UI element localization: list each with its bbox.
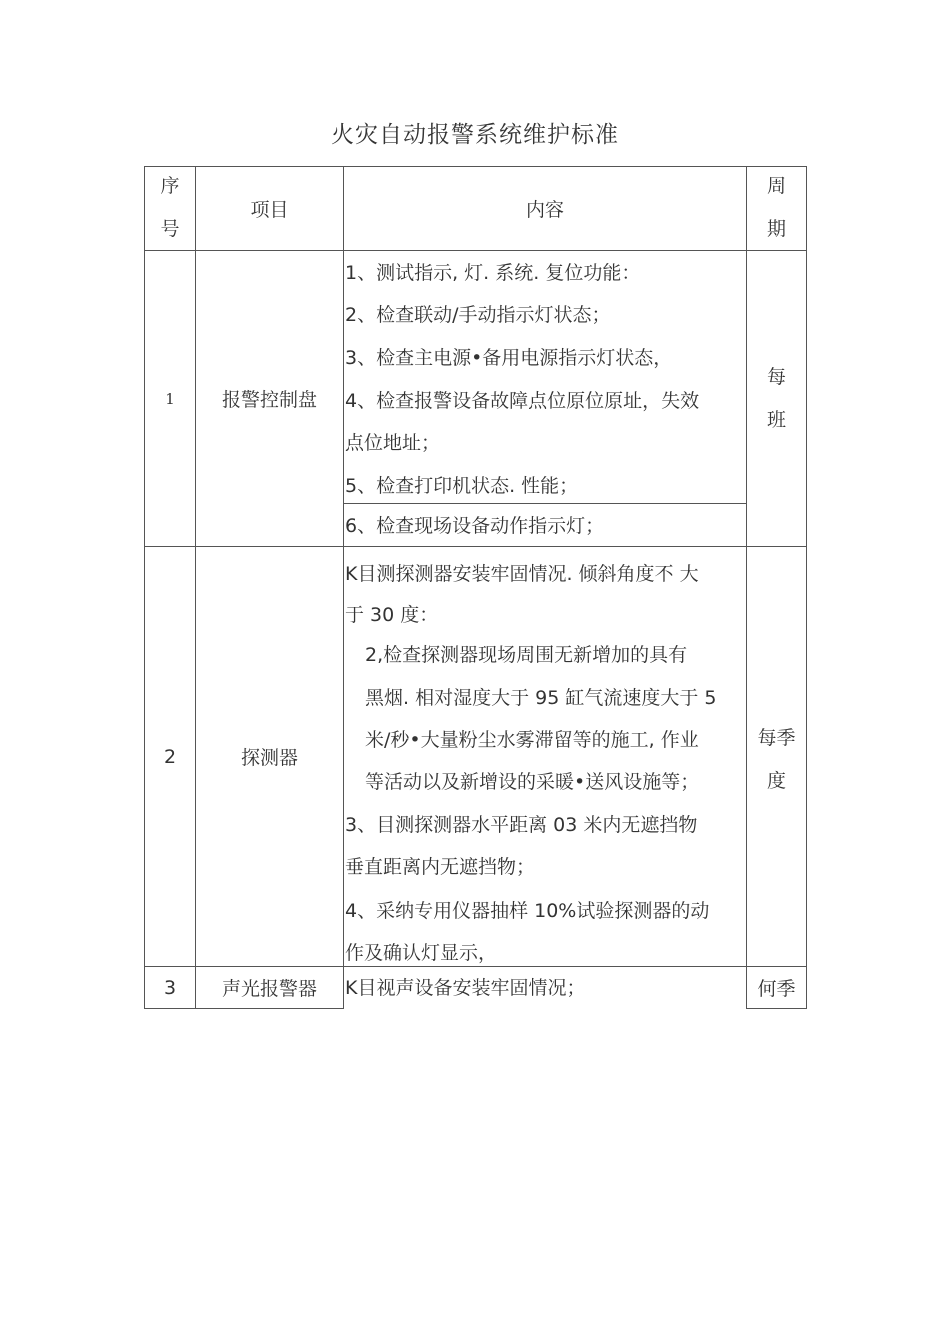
header-period [747,166,806,250]
row2-content-line-3: 2,检查探测器现场周围无新增加的具有 [365,644,688,666]
row2-period [747,717,806,803]
row2-seq: 2 [163,745,177,768]
row2-content-line-1: K目测探测器安装牢固情况. 倾斜角度不 大 [345,563,699,585]
row1-content-divider [343,503,746,504]
row1-content-line-1: 1、测试指示, 灯. 系统. 复位功能： [345,262,641,284]
row1-period [747,356,806,442]
row1-content-line-7: 6、检查现场设备动作指示灯； [345,515,605,537]
row1-seq: 1 [165,389,175,408]
row2-item: 探测器 [240,747,298,769]
row2-content-line-10: 作及确认灯显示， [345,942,498,964]
header-period-line2: 期 [766,218,786,240]
row2-period-line2: 度 [766,770,786,792]
row3-period: 何季 [757,978,796,1000]
row3-content-line-1: K目视声设备安装牢固情况； [345,977,586,999]
row1-period-line2: 班 [766,409,786,431]
header-item: 项目 [250,198,289,221]
header-period-line1: 周 [766,175,786,197]
row1-content-line-5: 点位地址； [345,432,441,454]
row3-bottom-border-right [746,1008,807,1009]
row1-content-line-6: 5、检查打印机状态. 性能； [345,475,579,497]
row1-period-line1: 每 [766,366,786,388]
row3-bottom-border-left [144,1008,343,1009]
column-divider-3 [746,166,747,1009]
table-border-right [806,166,807,1009]
column-divider-2 [343,166,344,1009]
row1-content-line-3: 3、检查主电源•备用电源指示灯状态， [345,347,673,369]
row2-content-line-9: 4、采纳专用仪器抽样 10%试验探测器的动 [345,900,710,922]
row3-seq: 3 [163,976,177,999]
row1-content-line-2: 2、检查联动/手动指示灯状态； [345,304,611,326]
row2-content-line-5: 米/秒•大量粉尘水雾滞留等的施工, 作业 [365,729,699,751]
row2-content-line-2: 于 30 度： [345,604,439,626]
row3-item: 声光报警器 [221,978,317,1000]
row2-content-line-4: 黑烟. 相对湿度大于 95 缸气流速度大于 5 [365,687,717,709]
header-seq-line2: 号 [160,218,180,240]
header-content: 内容 [525,198,564,221]
header-seq [145,166,195,250]
row2-content-line-7: 3、目测探测器水平距离 03 米内无遮挡物 [345,814,698,836]
header-seq-line1: 序 [160,175,180,197]
row2-content-line-6: 等活动以及新增设的采暖•送风设施等； [365,771,700,793]
row1-content-line-4: 4、检查报警设备故障点位原位原址，失效 [345,390,700,412]
row1-item: 报警控制盘 [221,389,317,411]
row2-period-line1: 每季 [757,727,796,749]
document-title: 火灾自动报警系统维护标准 [331,122,619,148]
row2-content-line-8: 垂直距离内无遮挡物； [345,856,536,878]
